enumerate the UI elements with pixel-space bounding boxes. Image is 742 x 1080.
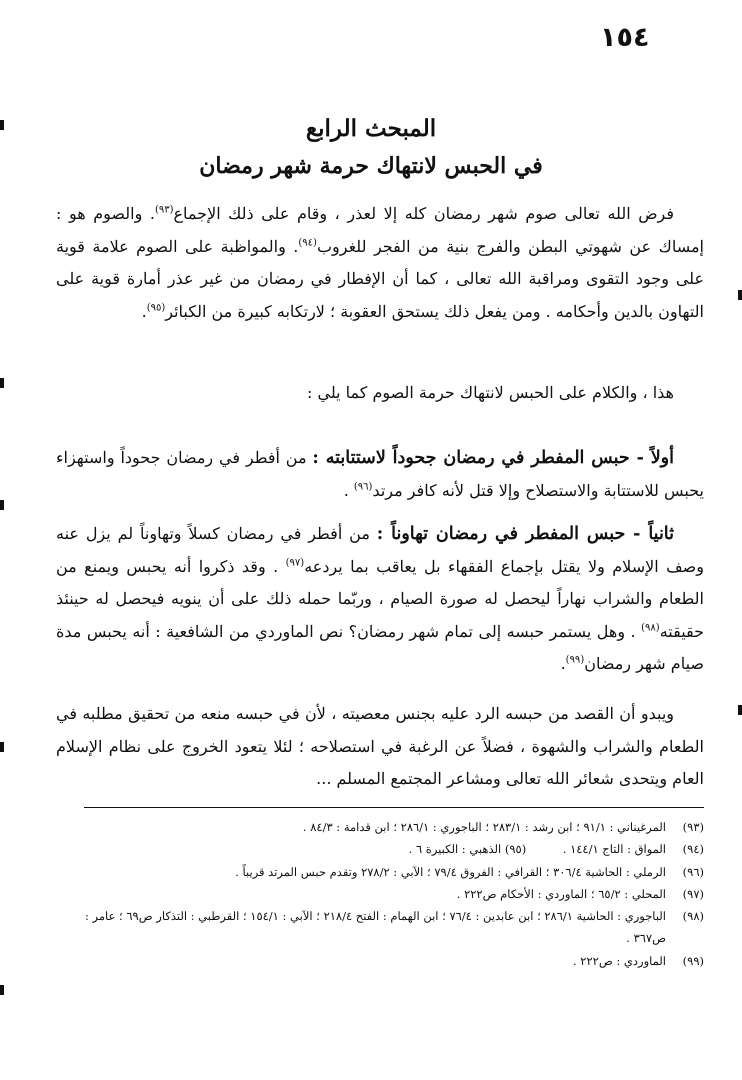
footnote-divider	[84, 807, 704, 808]
footnote-text: المواق : التاج ١٤٤/١ . (٩٥) الذهبي : الكبيرة ٦ .	[408, 842, 666, 857]
paragraph-1	[56, 198, 704, 328]
paragraph-text: فرض الله تعالى صوم شهر رمضان كله إلا لعذر ، وقام على ذلك الإجماع	[173, 204, 675, 223]
subsection-heading: ثانياً - حبس المفطر في رمضان تهاوناً :	[376, 524, 675, 544]
paragraph-text: ويبدو أن القصد من حبسه الرد عليه بجنس معصيته ، لأن في حبسه منعه من تحقيق مطلبه في الطعام والشراب والشهوة ، فضلاً عن الرغبة في استصلاحه ؛ لئلا يتعود الخروج على نظام الإسلام العام ويتحدى شعائر الله تعالى ومشاعر المجتمع المسلم ...	[56, 704, 704, 788]
scan-margin-mark	[738, 705, 742, 715]
paragraph-4	[56, 518, 704, 681]
footnote	[56, 816, 704, 838]
footnote-text: الرملي : الحاشية ٣٠٦/٤ ؛ القرافي : الفروق ٧٩/٤ ؛ الآبي : ٢٧٨/٢ وتقدم حبس المرتد قريباً .	[235, 864, 666, 879]
paragraph-text: .	[343, 480, 354, 500]
paragraph-text: . وهل يستمر حبسه إلى تمام شهر رمضان؟ نص الماوردي من الشافعية : أنه يحبس مدة صيام شهر رمضان	[56, 621, 704, 673]
footnote-ref: (٩٣)	[154, 204, 174, 216]
scan-margin-mark	[0, 500, 4, 510]
footnote-number: (٩٨)	[682, 909, 704, 924]
footnote-number: (٩٩)	[682, 953, 704, 968]
paragraph-text: من أفطر في رمضان جحوداً واستهزاء يحبس للاستتابة والاستصلاح وإلا قتل لأنه كافر مرتد	[56, 448, 704, 500]
paragraph-text: .	[560, 654, 566, 673]
footnote-ref: (٩٨)	[641, 622, 660, 634]
footnote	[56, 905, 704, 950]
paragraph-5	[56, 698, 704, 796]
paragraph-text: من أفطر في رمضان كسلاً وتهاوناً لم يزل عنه وصف الإسلام ولا يقتل بإجماع الفقهاء بل يعاقب بما يردعه	[56, 524, 704, 576]
footnote	[56, 838, 704, 860]
footnotes	[56, 816, 704, 972]
scan-margin-mark	[0, 120, 4, 130]
footnote-ref: (٩٥)	[146, 302, 166, 314]
paragraph-text: . وقد ذكروا أنه يحبس ويمنع من الطعام والشراب نهاراً ليحصل له صورة الصيام ، وربّما حمله ذلك على أن ينويه فيحصل له حينئذ حقيقته	[56, 556, 704, 641]
scan-margin-mark	[0, 985, 4, 995]
footnote-text: الماوردي : ص٢٢٢ .	[572, 953, 666, 968]
paragraph-text: . والمواظبة على الصوم علامة قوية على وجود التقوى ومراقبة الله تعالى ، كما أن الإفطار في رمضان من غير عذر أمارة قوية على التهاون بالدين وأحكامه . ومن يفعل ذلك يستحق العقوبة ؛ لارتكابه كبيرة من الكبائر	[56, 236, 704, 321]
footnote	[56, 883, 704, 905]
footnote-number: (٩٤)	[682, 842, 704, 857]
section-heading	[40, 112, 702, 186]
footnote-ref: (٩٧)	[285, 557, 305, 569]
section-title: المبحث الرابع	[305, 115, 437, 142]
paragraph-text: . والصوم هو : إمساك عن شهوتي البطن والفرج بنية من الفجر للغروب	[56, 204, 704, 256]
paragraph-2	[56, 377, 704, 410]
scan-margin-mark	[738, 290, 742, 300]
page-number: ١٥٤	[600, 22, 650, 53]
paragraph-text: هذا ، والكلام على الحبس لانتهاك حرمة الصوم كما يلي :	[307, 383, 674, 402]
footnote-text: المرغيناني : ٩١/١ ؛ ابن رشد : ٢٨٣/١ ؛ الباجوري : ٢٨٦/١ ؛ ابن قدامة : ٨٤/٣ .	[302, 820, 666, 834]
footnote-text: الباجوري : الحاشية ٢٨٦/١ ؛ ابن عابدين : ٧٦/٤ ؛ ابن الهمام : الفتح ٢١٨/٤ ؛ الآبي : ١٥٤/١ ؛ القرطبي : التذكار ص٦٩ ؛ عامر : ص٣٦٧ .	[85, 909, 666, 946]
paragraph-3	[56, 442, 704, 507]
footnote	[56, 950, 704, 972]
footnote-ref: (٩٤)	[298, 237, 317, 249]
footnote-text: المحلي : ٦٥/٢ ؛ الماوردي : الأحكام ص٢٢٢ .	[456, 886, 666, 901]
section-subtitle: في الحبس لانتهاك حرمة شهر رمضان	[199, 153, 543, 179]
footnote-ref: (٩٩)	[565, 654, 585, 666]
footnote-number: (٩٦)	[682, 864, 704, 879]
subsection-heading: أولاً - حبس المفطر في رمضان جحوداً لاستتابته :	[312, 448, 674, 468]
footnote-number: (٩٧)	[682, 886, 704, 901]
footnote-ref: (٩٦)	[353, 481, 373, 493]
scan-margin-mark	[0, 742, 4, 752]
footnote-number: (٩٣)	[682, 820, 704, 834]
footnote	[56, 861, 704, 883]
paragraph-text: .	[141, 301, 147, 321]
scan-margin-mark	[0, 378, 4, 388]
